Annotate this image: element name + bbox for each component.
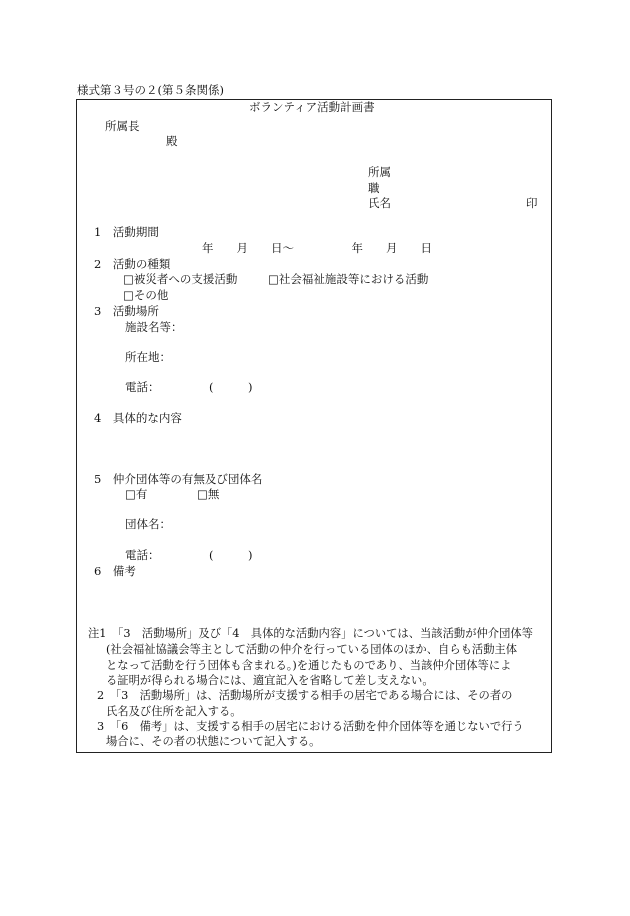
period-date-line: 年 月 日～ 年 月 日 <box>202 241 432 255</box>
section-remarks-label: 6 備考 <box>94 564 136 578</box>
affiliation-label: 所属 <box>368 165 391 179</box>
note-line: 場合に、その者の状態について記入する。 <box>106 735 321 748</box>
agency-org-name-label: 団体名： <box>125 517 171 531</box>
seal-label: 印 <box>526 196 538 210</box>
kind-option-disaster: □被災者への支援活動 <box>123 272 238 286</box>
name-label: 氏名 <box>368 196 391 210</box>
form-number: 様式第３号の２(第５条関係) <box>77 83 224 97</box>
note-line: る証明が得られる場合には、適宜記入を省略して差し支えない。 <box>106 674 434 687</box>
addressee-label: 所属長 <box>105 119 140 133</box>
kind-option-other: □その他 <box>123 288 169 302</box>
note-line: 氏名及び住所を記入する。 <box>106 705 242 718</box>
agency-yes-option: □有 <box>125 487 148 501</box>
section-kind-label: 2 活動の種類 <box>94 257 171 271</box>
section-agency-label: 5 仲介団体等の有無及び団体名 <box>94 472 263 486</box>
note-line: 注1 「3 活動場所」及び「4 具体的な活動内容」については、当該活動が仲介団体等 <box>88 627 533 640</box>
place-phone-label: 電話： <box>125 380 160 394</box>
note-line: (社会福祉協議会等主として活動の仲介を行っている団体のほか、自らも活動主体 <box>106 643 518 656</box>
form-title: ボランティア活動計画書 <box>249 100 375 114</box>
place-address-label: 所在地： <box>125 350 171 364</box>
note-line: 2 「3 活動場所」は、活動場所が支援する相手の居宅である場合には、その者の <box>97 689 513 702</box>
kind-option-welfare: □社会福祉施設等における活動 <box>268 272 429 286</box>
agency-no-option: □無 <box>197 487 220 501</box>
place-facility-label: 施設名等： <box>125 320 183 334</box>
agency-phone-paren: ( ) <box>209 548 253 562</box>
position-label: 職 <box>368 181 380 195</box>
place-phone-paren: ( ) <box>209 380 253 394</box>
note-line: 3 「6 備考」は、支援する相手の居宅における活動を仲介団体等を通じないで行う <box>97 720 524 733</box>
section-period-label: 1 活動期間 <box>94 225 159 239</box>
honorific-label: 殿 <box>166 134 178 148</box>
section-content-label: 4 具体的な内容 <box>94 411 182 425</box>
agency-phone-label: 電話： <box>125 548 160 562</box>
section-place-label: 3 活動場所 <box>94 304 159 318</box>
note-line: となって活動を行う団体も含まれる。)を通じたものであり、当該仲介団体等によ <box>106 659 512 672</box>
